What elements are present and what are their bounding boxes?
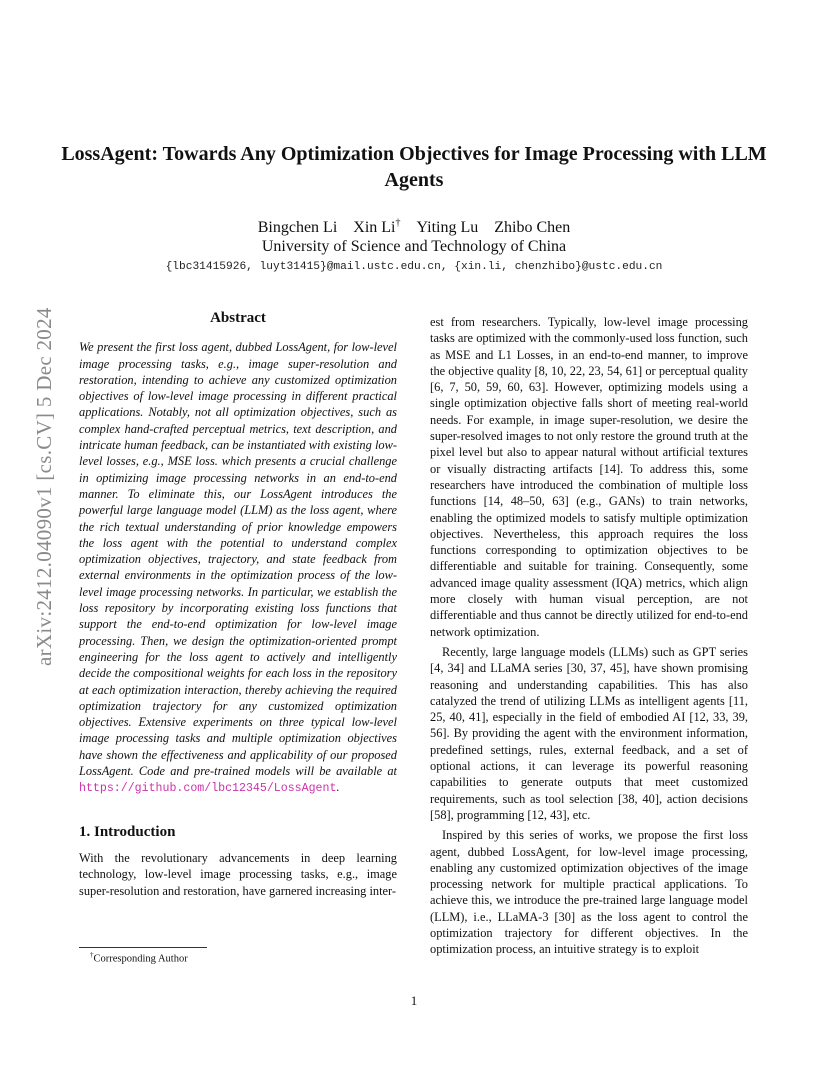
right-column [430,314,748,962]
corresponding-mark: † [395,218,401,229]
intro-paragraph: Recently, large language models (LLMs) such as GPT series [4, 34] and LLaMA series [30, 37, 45], have shown promising reasoning and understanding capabilities. This has also catalyzed the trend of utilizing LLMs as intelligent agents [11, 25, 40, 41], especially in the field of embodied AI [12, 33, 39, 56]. By providing the agent with the environment information, predefined settings, rules, external feedback, and a set of optional actions, it can leverage its powerful reasoning capabilities to generate outputs that meet customized requirements, such as tool selection [38, 40], action decisions [58], programming [12, 43], etc. [430,644,748,822]
code-link[interactable]: https://github.com/lbc12345/LossAgent [79,782,337,796]
abstract-text: We present the first loss agent, dubbed LossAgent, for low-level image processing tasks, e.g., image super-resolution and restoration, intending to achieve any customized optimization objectives of low-level image processing in different practical applications. Notably, not all optimization objectives, such as complex hand-crafted perceptual metrics, text description, and intricate human feedback, can be instantiated with existing low-level losses, e.g., MSE loss. which presents a crucial challenge in optimizing image processing networks in an end-to-end manner. To eliminate this, our LossAgent introduces the powerful large language model (LLM) as the loss agent, where the rich textual understanding of prior knowledge empowers the loss agent with the potential to understand complex optimization objectives, trajectory, and state feedback from external environments in the optimization process of the low-level image processing networks. In particular, we establish the loss repository by incorporating existing loss functions that support the end-to-end optimization for low-level image processing. Then, we design the optimization-oriented prompt engineering for the loss agent to actively and intelligently decide the compositional weights for each loss in the repository at each optimization interaction, thereby achieving the required optimization trajectory for any customized optimization objectives. Extensive experiments on three typical low-level image processing tasks and multiple optimization objectives have shown the effectiveness and applicability of our proposed LossAgent. Code and pre-trained models will be available at https://github.com/lbc12345/LossAgent. [79,340,397,796]
author-list [60,218,768,237]
abstract-heading: Abstract [210,310,266,326]
author-name: Bingchen Li [257,219,338,237]
affiliation: University of Science and Technology of China [261,238,567,255]
left-column [79,310,397,903]
author-name: Xin Li† [353,218,401,237]
section-heading-introduction: 1. Introduction [79,823,176,840]
author-name: Zhibo Chen [494,219,571,237]
footnote-divider [79,947,207,948]
paper-title: LossAgent: Towards Any Optimization Objectives for Image Processing with LLM Agents [61,143,767,191]
corresponding-mark: † [90,951,94,959]
author-name: Yiting Lu [416,219,479,237]
intro-paragraph: Inspired by this series of works, we propose the first loss agent, dubbed LossAgent, for low-level image processing, enabling any customized optimization objectives of the image processing network for multiple practical applications. To achieve this, we introduce the pre-trained large language model (LLM), i.e., LLaMA-3 [30] as the loss agent to control the optimization trajectory for different objectives. In the optimization process, an intuitive strategy is to exploit [430,828,748,957]
intro-paragraph: est from researchers. Typically, low-level image processing tasks are optimized with the commonly-used loss function, such as MSE and L1 Losses, in an end-to-end manner, to improve the objective quality [8, 10, 22, 23, 54, 61] or perceptual quality [6, 7, 50, 59, 60, 63]. However, optimizing models using a single optimization objective falls short of meeting real-world needs. For example, in image super-resolution, we desire the super-resolved images to not only restore the ground truth at the pixel level but also to appear natural without artificial textures or visually distracting artifacts [14]. To address this, some researchers have introduced the combination of multiple loss functions [14, 48–50, 63] (e.g., GANs) to train networks, enabling the optimized models to satisfy multiple optimization objectives. Nevertheless, this approach requires the loss functions corresponding to optimization objectives to be differentiable and suitable for training. Consequently, some advanced image quality assessment (IQA) metrics, which align more closely with human visual perception, are not differentiable and thus cannot be directly utilized for end-to-end network optimization. [430,315,748,639]
arxiv-stamp: arXiv:2412.04090v1 [cs.CV] 5 Dec 2024 [32,307,56,666]
footnote: †Corresponding Author [90,951,188,965]
author-emails: {lbc31415926, luyt31415}@mail.ustc.edu.cn, {xin.li, chenzhibo}@ustc.edu.cn [165,261,663,273]
page-number: 1 [410,993,418,1008]
intro-paragraph: With the revolutionary advancements in deep learning technology, low-level image processing tasks, e.g., image super-resolution and restoration, have garnered increasing inter- [79,850,397,898]
